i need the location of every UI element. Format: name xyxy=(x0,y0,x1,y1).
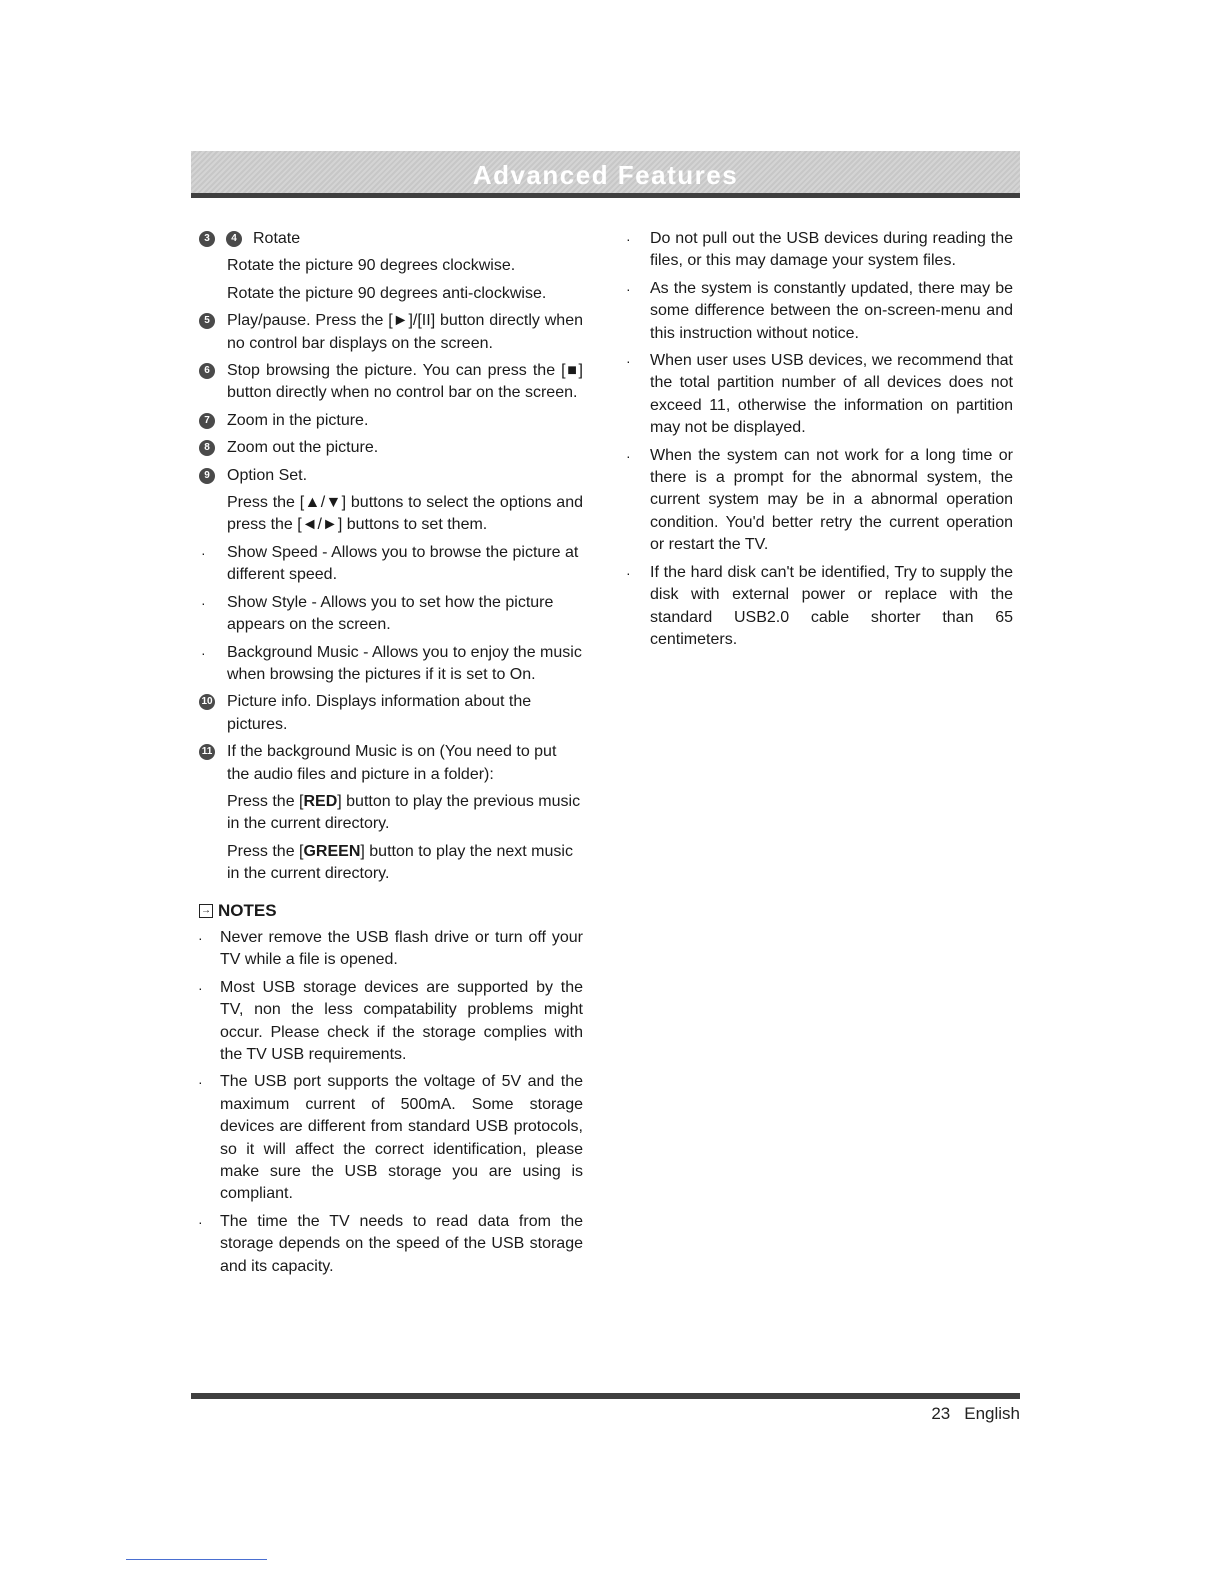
right-column xyxy=(624,228,1013,656)
page-footer xyxy=(931,1404,1020,1424)
bullet-icon: · xyxy=(198,1074,203,1091)
left-column xyxy=(196,228,583,1283)
option-item xyxy=(196,642,583,687)
note-text: Do not pull out the USB devices during reading the files, or this may damage your system files. xyxy=(650,230,1013,270)
list-item xyxy=(196,310,583,355)
notes-title: NOTES xyxy=(218,900,277,920)
note-item xyxy=(196,977,583,1067)
number-badge: 9 xyxy=(199,468,215,484)
item-text: Zoom out the picture. xyxy=(227,439,379,457)
note-item xyxy=(196,927,583,972)
note-item xyxy=(624,350,1013,440)
note-text: The time the TV needs to read data from the storage depends on the speed of the USB storage and its capacity. xyxy=(220,1212,583,1275)
bullet-icon: · xyxy=(201,544,206,561)
number-badge: 6 xyxy=(199,363,215,379)
option-item xyxy=(196,542,583,587)
number-badge: 5 xyxy=(199,313,215,329)
bullet-icon: · xyxy=(201,594,206,611)
bullet-icon: · xyxy=(626,353,631,370)
note-item xyxy=(196,1071,583,1205)
list-item xyxy=(196,465,583,487)
bullet-icon: · xyxy=(198,1213,203,1230)
bullet-icon: · xyxy=(198,929,203,946)
note-text: Most USB storage devices are supported by the TV, non the less compatability problems might occur. Please check if the storage complies with the TV USB requirements. xyxy=(220,978,583,1063)
notes-heading xyxy=(196,900,583,922)
number-badge: 10 xyxy=(199,694,215,710)
item-text: Picture info. Displays information about the pictures. xyxy=(227,693,532,733)
note-item xyxy=(624,228,1013,273)
option-text: Show Speed - Allows you to browse the picture at different speed. xyxy=(227,543,579,584)
item-text: Play/pause. Press the [►]/[II] button directly when no control bar displays on the screen. xyxy=(227,312,583,352)
option-description: Press the [▲/▼] buttons to select the options and press the [◄/►] buttons to set them. xyxy=(227,494,583,534)
red-post: ] button to play the previous music in the current directory. xyxy=(227,792,581,833)
green-button-line xyxy=(196,841,583,886)
number-badge: 3 xyxy=(199,231,215,247)
bullet-icon: · xyxy=(626,280,631,297)
red-pre: Press the [ xyxy=(227,792,304,810)
option-text: Background Music - Allows you to enjoy the music when browsing the pictures if it is set to On. xyxy=(227,643,582,683)
rotate-label: Rotate xyxy=(253,230,301,247)
bullet-icon: · xyxy=(626,564,631,581)
option-item xyxy=(196,592,583,637)
note-item xyxy=(624,445,1013,557)
green-post: ] button to play the next music in the current directory. xyxy=(227,842,573,883)
note-text: If the hard disk can't be identified, Try to supply the disk with external power or replace with the standard USB2.0 cable shorter than 65 centimeters. xyxy=(650,563,1013,648)
item-text: Stop browsing the picture. You can press the [■] button directly when no control bar on the screen. xyxy=(227,362,583,402)
item-text: Zoom in the picture. xyxy=(227,411,369,429)
green-pre: Press the [ xyxy=(227,842,304,860)
note-item xyxy=(196,1211,583,1278)
list-item xyxy=(196,360,583,405)
section-banner xyxy=(191,151,1020,198)
green-key: GREEN xyxy=(303,842,361,860)
decorative-line xyxy=(126,1559,267,1560)
language-label: English xyxy=(964,1404,1020,1423)
red-button-line xyxy=(196,791,583,836)
note-text: The USB port supports the voltage of 5V and the maximum current of 500mA. Some storage devices are different from standard USB protocols, so it will affect the correct identification, please make sure the USB storage you are using is compliant. xyxy=(220,1073,583,1203)
list-item xyxy=(196,691,583,736)
number-badge: 4 xyxy=(226,231,242,247)
item-text: If the background Music is on (You need to put the audio files and picture in a folder): xyxy=(227,743,557,783)
note-text: When user uses USB devices, we recommend that the total partition number of all devices does not exceed 11, otherwise the information on partition may not be displayed. xyxy=(650,352,1013,437)
note-text: When the system can not work for a long time or there is a prompt for the abnormal system, the current system may be in a abnormal operation condition. You'd better retry the current operation or restart the TV. xyxy=(650,446,1013,554)
number-badge: 11 xyxy=(199,744,215,760)
list-item xyxy=(196,410,583,432)
bullet-icon: · xyxy=(198,979,203,996)
note-item xyxy=(624,562,1013,652)
bullet-icon: · xyxy=(626,447,631,464)
section-title: Advanced Features xyxy=(472,160,739,190)
list-item xyxy=(196,437,583,459)
item-text: Option Set. xyxy=(227,466,308,484)
list-item xyxy=(196,741,583,786)
rotate-heading xyxy=(196,228,583,250)
page-number: 23 xyxy=(931,1404,951,1423)
note-text: Never remove the USB flash drive or turn off your TV while a file is opened. xyxy=(220,928,583,969)
bullet-icon: · xyxy=(201,644,206,661)
number-badge: 8 xyxy=(199,440,215,456)
footer-divider xyxy=(191,1393,1020,1399)
bullet-icon: · xyxy=(626,231,631,247)
note-icon: → xyxy=(201,904,211,916)
rotate-line: Rotate the picture 90 degrees anti-clockwise. xyxy=(227,284,547,302)
option-text: Show Style - Allows you to set how the picture appears on the screen. xyxy=(227,593,554,634)
number-badge: 7 xyxy=(199,413,215,429)
rotate-line: Rotate the picture 90 degrees clockwise. xyxy=(227,257,516,275)
note-text: As the system is constantly updated, there may be some difference between the on-screen-menu and this instruction without notice. xyxy=(650,279,1013,342)
red-key: RED xyxy=(303,792,338,810)
note-item xyxy=(624,278,1013,345)
